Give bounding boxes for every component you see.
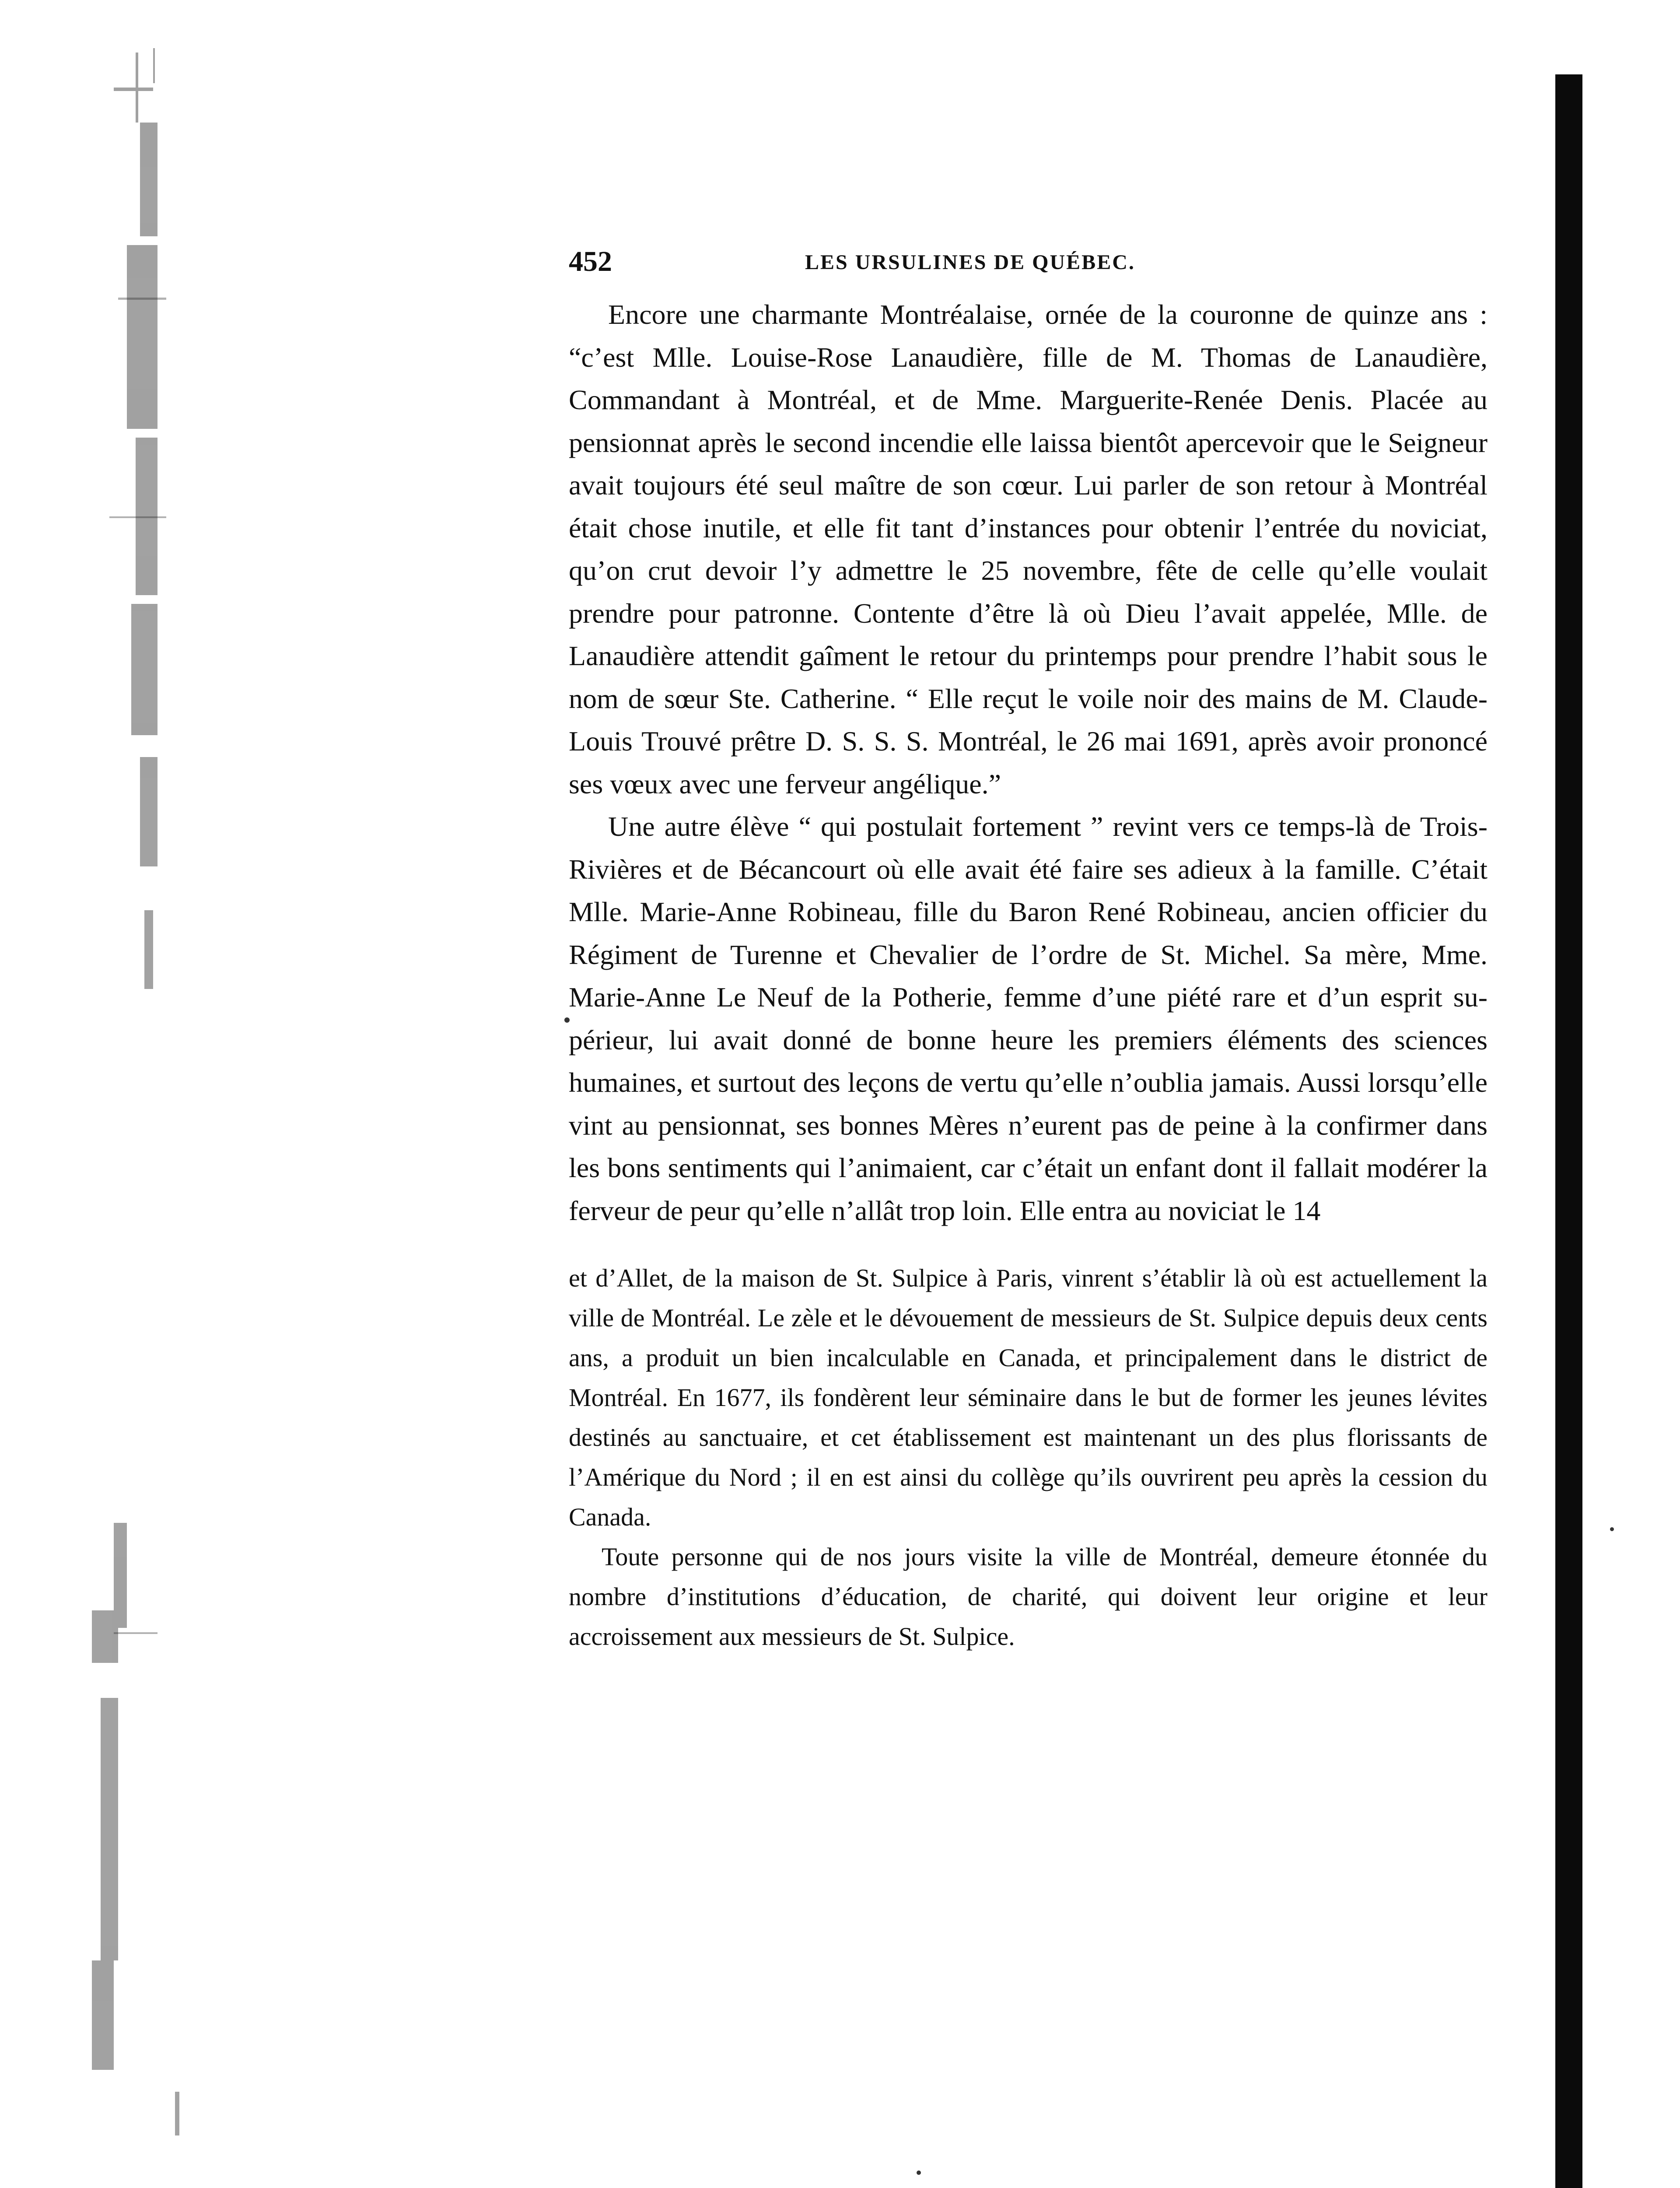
scan-margin-bar [1555,74,1582,2188]
stray-mark [1610,1527,1614,1531]
paragraph: Encore une charmante Montréalaise, ornée de la couronne de quinze ans : “c’est Mlle. Louise-Rose Lanaudière, fille de M. Thomas de Lanaudière, Commandant à Montréal, et de Mme. Marguerite-Renée Denis. Placée au pensionnat après le second incendie elle laissa bientôt apercevoir que le Seigneur avait toujours été seul maître de son cœur. Lui parler de son retour à Montréal était chose inutile, et elle fit tant d’instances pour obtenir l’entrée du noviciat, qu’on crut devoir l’y admettre le 25 novembre, fête de celle qu’elle voulait prendre pour patronne. Contente d’être là où Dieu l’avait appelée, Mlle. de Lanaudière attendit gaîment le retour du printemps pour prendre l’habit sous le nom de sœur Ste. Catherine. “ Elle reçut le voile noir des mains de M. Claude-Louis Trouvé prêtre D. S. S. S. Montréal, le 26 mai 1691, après avoir prononcé ses vœux avec une ferveur angélique.” [569,299,1488,799]
footnote-paragraph: Toute personne qui de nos jours visite la ville de Montréal, demeure étonnée du nombre d’institutions d’éducation, de charité, qui doivent leur origine et leur accroissement aux messieurs de St. Sulpice. [569,1543,1488,1651]
running-head [569,245,1488,293]
scan-edge-noise [26,35,184,2188]
main-text [569,293,1488,1232]
paragraph: Une autre élève “ qui postulait fortement ” revint vers ce temps-là de Trois-Rivières et de Bécancourt où elle avait été faire ses adieux à la famille. C’était Mlle. Marie-Anne Robineau, fille du Baron René Robineau, ancien officier du Régiment de Turenne et Chevalier de l’ordre de St. Michel. Sa mère, Mme. Marie-Anne Le Neuf de la Potherie, femme d’une piété rare et d’un esprit supérieur, lui avait donné de bonne heure les premiers éléments des sciences humaines, et surtout des leçons de vertu qu’elle n’oublia jamais. Aussi lorsqu’elle vint au pensionnat, ses bonnes Mères n’eurent pas de peine à la confirmer dans les bons sentiments qui l’animaient, car c’était un enfant dont il fallait modérer la ferveur de peur qu’elle n’allât trop loin. Elle entra au noviciat le 14 [569,811,1488,1226]
footnote-text [569,1258,1488,1656]
running-title: LES URSULINES DE QUÉBEC. [805,251,1135,274]
page-number: 452 [569,245,612,277]
book-page [569,245,1488,1656]
footnote-paragraph: et d’Allet, de la maison de St. Sulpice à Paris, vinrent s’établir là où est actuellement la ville de Montréal. Le zèle et le dévouement de messieurs de St. Sulpice depuis deux cents ans, a produit un bien incalculable en Canada, et principalement dans le district de Montréal. En 1677, ils fondèrent leur séminaire dans le but de former les jeunes lévites destinés au sanctuaire, et cet établissement est maintenant un des plus florissants de l’Amérique du Nord ; il en est ainsi du collège qu’ils ouvrirent peu après la cession du Canada. [569,1264,1488,1531]
stray-mark [917,2170,921,2175]
